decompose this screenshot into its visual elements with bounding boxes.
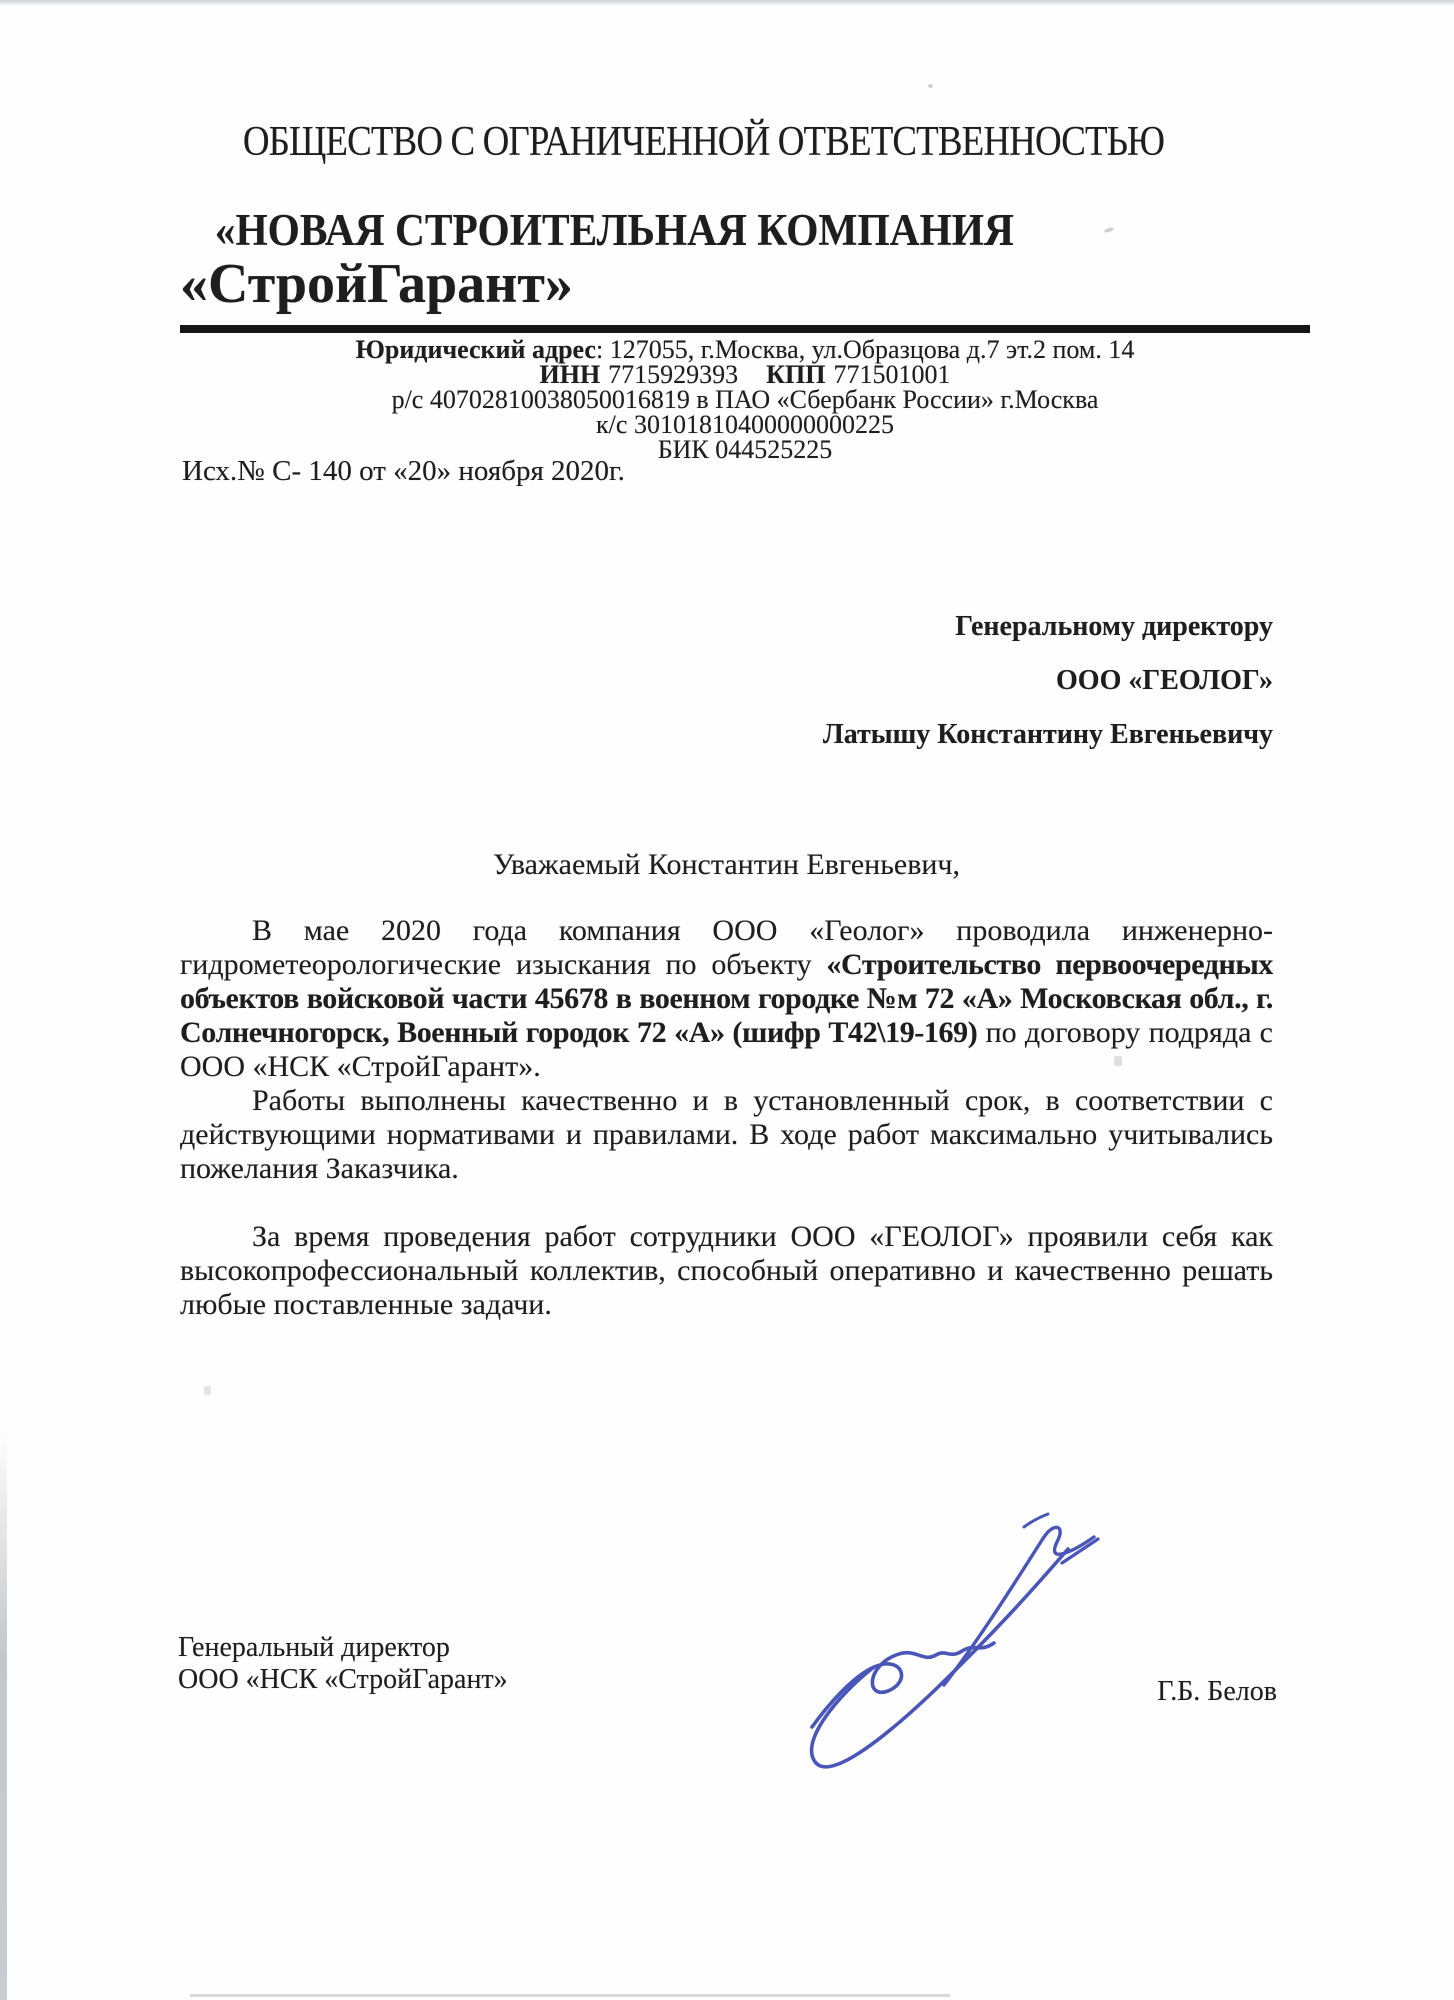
signoff-company: ООО «НСК «СтройГарант» [178,1664,508,1695]
salutation: Уважаемый Константин Евгеньевич, [492,848,961,881]
paragraph-1 [180,914,1273,1084]
org-type-line [180,118,1310,166]
legal-address-label: Юридический адрес [355,335,596,364]
company-name-line [180,204,1310,256]
body-line: Работы выполнены качественно и в установленный срок, в соответствии с [252,1084,1273,1117]
body-line: В мае 2020 года компания ООО «Геолог» проводила инженерно- [252,914,1273,947]
recipient-person: Латышу Константину Евгеньевичу [822,719,1273,750]
body-line: пожелания Заказчика. [180,1152,459,1185]
legal-address-value: : 127055, г.Москва, ул.Образцова д.7 эт.2 пом. 14 [595,335,1135,364]
outgoing-reference: Исх.№ С- 140 от «20» ноября 2020г. [182,455,625,487]
paragraph-3 [180,1220,1273,1322]
scan-speck [928,84,933,88]
scan-speck [204,1386,211,1395]
kpp-value: 771501001 [833,360,951,389]
company-name-text: «НОВАЯ СТРОИТЕЛЬНАЯ КОМПАНИЯ [214,205,1014,255]
recipient-title: Генеральному директору [955,611,1273,642]
inn-kpp-line [180,362,1310,387]
signoff-title: Генеральный директор [178,1632,450,1663]
corr-account-line: к/с 30101810400000000225 [596,410,894,439]
inn-label: ИНН [539,360,601,389]
paragraph-2 [180,1084,1273,1186]
company-brand: «СтройГарант» [180,253,573,315]
body-line: высокопрофессиональный коллектив, способный оперативно и качественно решать [180,1254,1273,1287]
scan-edge-top [0,0,1454,6]
letterhead-details [180,337,1310,462]
scan-edge-left [0,1430,7,2000]
body-line: действующими нормативами и правилами. В ходе работ максимально учитывались [180,1118,1273,1151]
body-line: Солнечногорск, Военный городок 72 «А» (шифр Т42\19-169) по договору подряда с [180,1016,1273,1049]
recipient-company: ООО «ГЕОЛОГ» [1056,665,1273,696]
body-line: любые поставленные задачи. [180,1288,552,1321]
bik-line: БИК 044525225 [657,435,833,464]
letter-body [180,848,1273,1322]
body-line: гидрометеорологические изыскания по объекту «Строительство первоочередных [180,948,1273,981]
inn-value: 7715929393 [608,360,739,389]
bank-account-line: р/с 40702810038050016819 в ПАО «Сбербанк России» г.Москва [391,385,1099,414]
signoff-name: Г.Б. Белов [1157,1676,1277,1707]
recipient-block [180,612,1273,774]
org-type-text: ОБЩЕСТВО С ОГРАНИЧЕННОЙ ОТВЕТСТВЕННОСТЬЮ [242,119,1165,165]
body-line: За время проведения работ сотрудники ООО «ГЕОЛОГ» проявили себя как [252,1220,1273,1253]
letterhead-divider [180,325,1310,333]
signature-scribble [778,1505,1118,1790]
kpp-label: КПП [766,360,826,389]
body-line: объектов войсковой части 45678 в военном городке №м 72 «А» Московская обл., г. [180,982,1273,1015]
scan-edge-bottom [190,1994,950,1997]
legal-address-line [180,337,1310,362]
body-line: ООО «НСК «СтройГарант». [180,1050,541,1083]
